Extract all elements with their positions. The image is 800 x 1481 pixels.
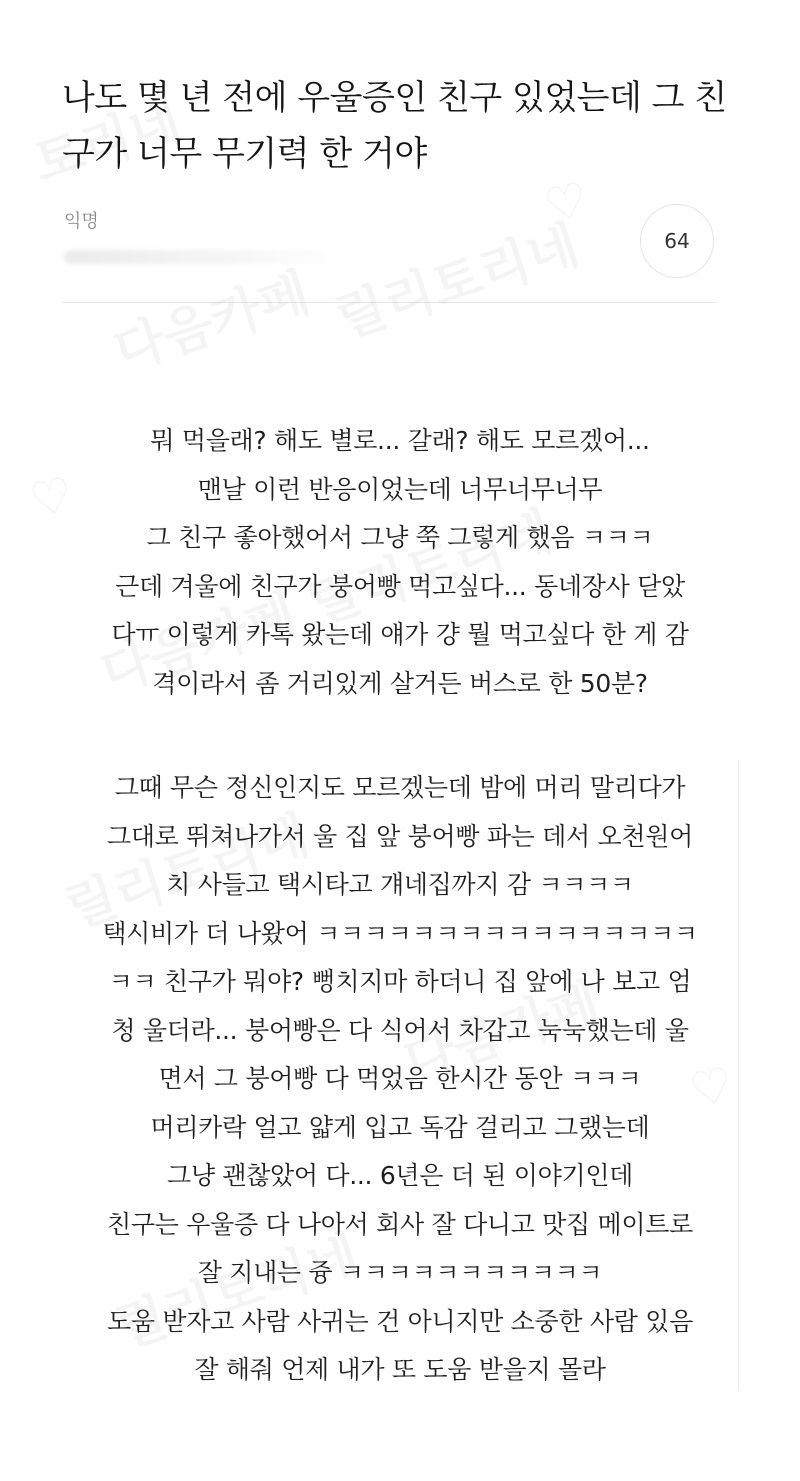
heart-icon: ♡ [539, 171, 594, 235]
comment-count-badge[interactable]: 64 [640, 204, 714, 278]
heart-icon: ♡ [24, 466, 79, 530]
body-paragraph-2: 그때 무슨 정신인지도 모르겠는데 밤에 머리 말리다가 그대로 뛰쳐나가서 울 집 앞 붕어빵 파는 데서 오천원어 치 사들고 택시타고 걔네집까지 감 ㅋㅋㅋㅋ 택시비가 더 나왔어 ㅋㅋㅋㅋㅋㅋㅋㅋㅋㅋㅋㅋㅋㅋㅋㅋ ㅋㅋ 친구가 뭐야? 뻥치지마 하더니 집 앞에 나 보고 엄 청 울더라... 붕어빵은 다 식어서 차갑고 눅눅했는데 울 면서 그 붕어빵 다 먹었음 한시간 동안 ㅋㅋㅋ 머리카락 얼고 얇게 입고 독감 걸리고 그랬는데 그냥 괜찮았어 다... 6년은 더 된 이야기인데 친구는 우울증 다 나아서 회사 잘 다니고 맛집 메이트로 잘 지내는 즁 ㅋㅋㅋㅋㅋㅋㅋㅋㅋㅋㅋ 도움 받자고 사람 사귀는 건 아니지만 소중한 사람 있음 잘 해줘 언제 내가 또 도움 받을지 몰라 [102, 773, 698, 1384]
content-edge-line [738, 760, 739, 1390]
blurred-post-meta [64, 250, 344, 264]
post-title: 나도 몇 년 전에 우울증인 친구 있었는데 그 친 구가 너무 무기력 한 거야 [62, 78, 727, 174]
header-divider [62, 302, 718, 303]
post-header [0, 0, 800, 330]
heart-icon: ♡ [684, 1056, 739, 1120]
body-paragraph-1: 뭐 먹을래? 해도 별로... 갈래? 해도 모르겠어... 맨날 이런 반응이었는데 너무너무너무 그 친구 좋아했어서 그냥 쭉 그렇게 했음 ㅋㅋㅋ 근데 겨울에 친구가 붕어빵 먹고싶다... 동네장사 닫았 다ㅠ 이렇게 카톡 왔는데 얘가 걍 뭘 먹고싶다 한 게 감 격이라서 좀 거리있게 살거든 버스로 한 50분? [111, 426, 689, 698]
author-name[interactable]: 익명 [64, 211, 99, 232]
